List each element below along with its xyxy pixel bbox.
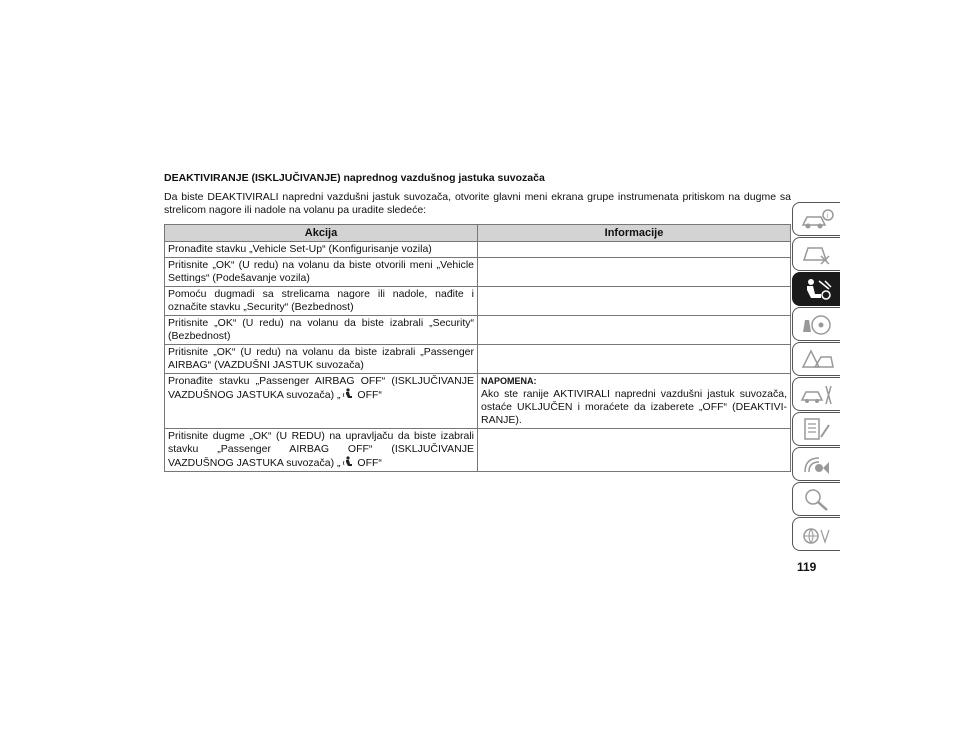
info-cell: [478, 374, 791, 429]
car-info-icon: [799, 207, 835, 233]
action-cell: Pritisnite „OK“ (U redu) na volanu da biste izabrali „Security“ (Bezbednost): [165, 316, 478, 345]
action-cell: [165, 374, 478, 429]
tab-emergency[interactable]: [792, 342, 840, 376]
action-cell: Pritisnite „OK“ (U redu) na volanu da biste izabrali „Passenger AIRBAG“ (VAZDUŠNI JASTUK suvozača): [165, 345, 478, 374]
action-cell: Pritisnite „OK“ (U redu) na volanu da biste otvorili meni „Vehicle Settings“ (Podešavanje vozila): [165, 258, 478, 287]
info-cell: [478, 287, 791, 316]
steps-table: [164, 224, 791, 472]
action-text-end: OFF“: [354, 389, 382, 401]
action-cell: [165, 429, 478, 472]
svg-text:i: i: [826, 213, 829, 220]
dashboard-warning-icon: [799, 242, 835, 268]
tab-multimedia[interactable]: [792, 447, 840, 481]
search-icon: [799, 487, 835, 513]
action-text-end: OFF“: [354, 457, 382, 469]
note-label: NAPOMENA:: [481, 376, 537, 386]
action-cell: Pronađite stavku „Vehicle Set-Up“ (Konfigurisanje vozila): [165, 242, 478, 258]
table-row: [165, 242, 791, 258]
tab-dashboard[interactable]: [792, 237, 840, 271]
info-cell: [478, 258, 791, 287]
car-service-icon: [799, 382, 835, 408]
passenger-airbag-icon: [343, 388, 353, 400]
table-row: [165, 374, 791, 429]
page-number: 119: [797, 560, 817, 574]
note-text: Ako ste ranije AKTIVIRALI napredni vazdušni jastuk suvozača, ostaće UKLJUČEN i moraćete da izaberete „OFF“ (DEAKTIVI-RANJE).: [481, 388, 787, 426]
tab-specifications[interactable]: [792, 412, 840, 446]
tab-driving[interactable]: [792, 307, 840, 341]
info-cell: [478, 242, 791, 258]
multimedia-icon: [799, 452, 835, 478]
tab-service[interactable]: [792, 377, 840, 411]
header-action: Akcija: [165, 225, 478, 242]
steering-wheel-icon: [799, 312, 835, 338]
table-header-row: [165, 225, 791, 242]
tab-safety[interactable]: [792, 272, 840, 306]
table-row: [165, 429, 791, 472]
table-row: [165, 258, 791, 287]
action-cell: Pomoću dugmadi sa strelicama nagore ili nadole, nađite i označite stavku „Security“ (Bezbednost): [165, 287, 478, 316]
table-row: [165, 345, 791, 374]
action-text: Pritisnite dugme „OK“ (U REDU) na upravljaču da biste izabrali stavku „Passenger AIRBAG OFF“ (ISKLJUČIVANJE VAZDUŠNOG JASTUKA suvozača) „: [168, 430, 474, 469]
info-cell: [478, 429, 791, 472]
seat-airbag-icon: [799, 277, 835, 303]
table-row: [165, 316, 791, 345]
passenger-airbag-icon: [343, 456, 353, 468]
tab-index[interactable]: [792, 482, 840, 516]
specifications-list-icon: [799, 417, 835, 443]
tab-car-info[interactable]: [792, 202, 840, 236]
info-cell: [478, 345, 791, 374]
road-warning-icon: [799, 347, 835, 373]
intro-paragraph: Da biste DEAKTIVIRALI napredni vazdušni jastuk suvozača, otvorite glavni meni ekrana grupe instrumenata pritiskom na dugme sa strelicom nagore ili nadole na volanu pa uradite sledeće:: [164, 191, 791, 216]
table-row: [165, 287, 791, 316]
header-info: Informacije: [478, 225, 791, 242]
info-cell: [478, 316, 791, 345]
language-icon: [799, 522, 835, 548]
section-heading: DEAKTIVIRANJE (ISKLJUČIVANJE) naprednog vazdušnog jastuka suvozača: [164, 172, 545, 184]
tab-language[interactable]: [792, 517, 840, 551]
action-text: Pronađite stavku „Passenger AIRBAG OFF“ (ISKLJUČIVANJE VAZDUŠNOG JASTUKA suvozača) „: [168, 375, 474, 401]
